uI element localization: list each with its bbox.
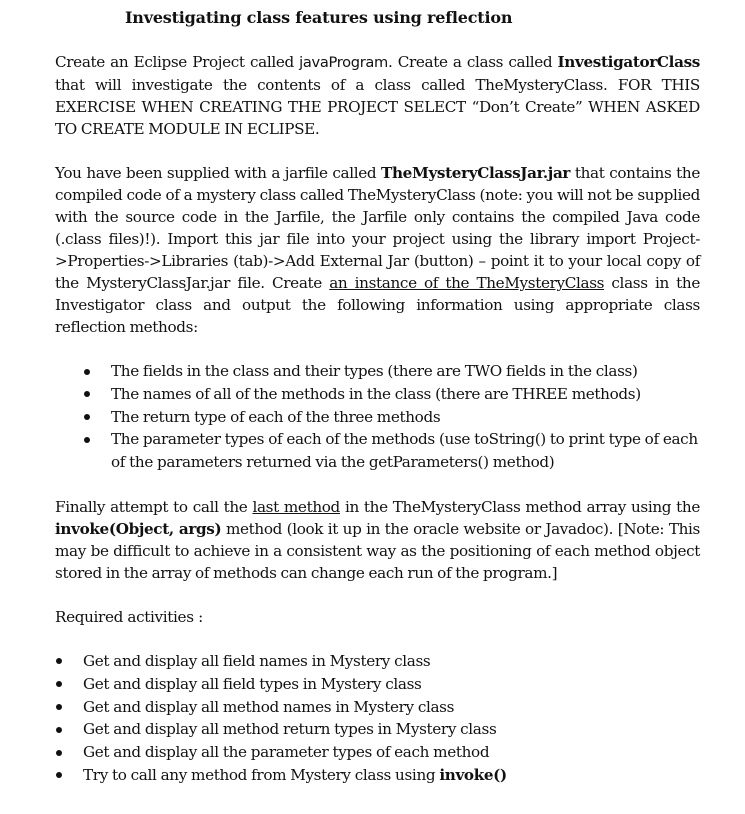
text-run: in the TheMysteryClass method array using the bbox=[339, 497, 700, 516]
list-item: Get and display all field types in Mystery class bbox=[83, 673, 700, 696]
text-run: class in the Investigator class and output the following information using appropriate class reflection methods: bbox=[55, 274, 700, 336]
list-item: Get and display all field names in Mystery class bbox=[83, 650, 700, 673]
jarfile-paragraph bbox=[55, 162, 700, 338]
document-page bbox=[55, 6, 700, 787]
list-item: The fields in the class and their types (there are TWO fields in the class) bbox=[111, 360, 700, 383]
list-item: The names of all of the methods in the class (there are THREE methods) bbox=[111, 383, 700, 406]
invoke-paragraph bbox=[55, 496, 700, 584]
document-title: Investigating class features using reflection bbox=[125, 8, 513, 27]
text-run: . Create a class called bbox=[387, 53, 558, 71]
text-run: You have been supplied with a jarfile called bbox=[55, 164, 382, 182]
text-run: Required activities : bbox=[55, 607, 203, 626]
list-item: Get and display all method return types in Mystery class bbox=[83, 718, 700, 741]
text-run: Finally attempt to call the bbox=[55, 497, 253, 516]
list-item bbox=[83, 764, 700, 787]
project-name: javaProgram bbox=[299, 54, 388, 71]
intro-paragraph bbox=[55, 51, 700, 140]
text-run: that will investigate the contents of a class called TheMysteryClass. FOR THIS EXERCISE WHEN CREATING THE PROJECT SELECT “Don’t Create” WHEN ASKED TO CREATE MODULE IN ECLIPSE. bbox=[55, 76, 700, 138]
last-method-underlined: last method bbox=[252, 497, 340, 516]
invoke-method: invoke() bbox=[439, 765, 507, 784]
required-activities-list bbox=[55, 650, 700, 787]
list-item: Get and display all the parameter types of each method bbox=[83, 741, 700, 764]
instance-underlined: an instance of the TheMysteryClass bbox=[329, 274, 605, 292]
jar-file-name: TheMysteryClassJar.jar bbox=[381, 164, 571, 182]
list-item: The parameter types of each of the methods (use toString() to print type of each of the parameters returned via the getParameters() method) bbox=[111, 428, 700, 474]
list-item: Get and display all method names in Mystery class bbox=[83, 696, 700, 719]
output-list bbox=[55, 360, 700, 474]
invoke-signature: invoke(Object, args) bbox=[55, 519, 222, 538]
text-run: method (look it up in the oracle website or Javadoc). [Note: This may be difficult to achieve in a consistent way as the positioning of each method object stored in the array of methods can change each run of the program.] bbox=[55, 519, 700, 582]
text-run: Create an Eclipse Project called bbox=[55, 53, 300, 71]
investigator-class-name: InvestigatorClass bbox=[557, 53, 700, 71]
text-run: Try to call any method from Mystery class using bbox=[83, 765, 440, 784]
list-item: The return type of each of the three methods bbox=[111, 406, 700, 429]
required-activities-label bbox=[55, 606, 700, 628]
text-run: that contains the compiled code of a mystery class called TheMysteryClass (note: you will not be supplied with the source code in the Jarfile, the Jarfile only contains the compiled Java code (.class files)!). Import this jar file into your project using the library import Project->Properties->Libraries (tab)->Add External Jar (button) – point it to your local copy of the MysteryClassJar.jar file. Create bbox=[55, 164, 700, 292]
